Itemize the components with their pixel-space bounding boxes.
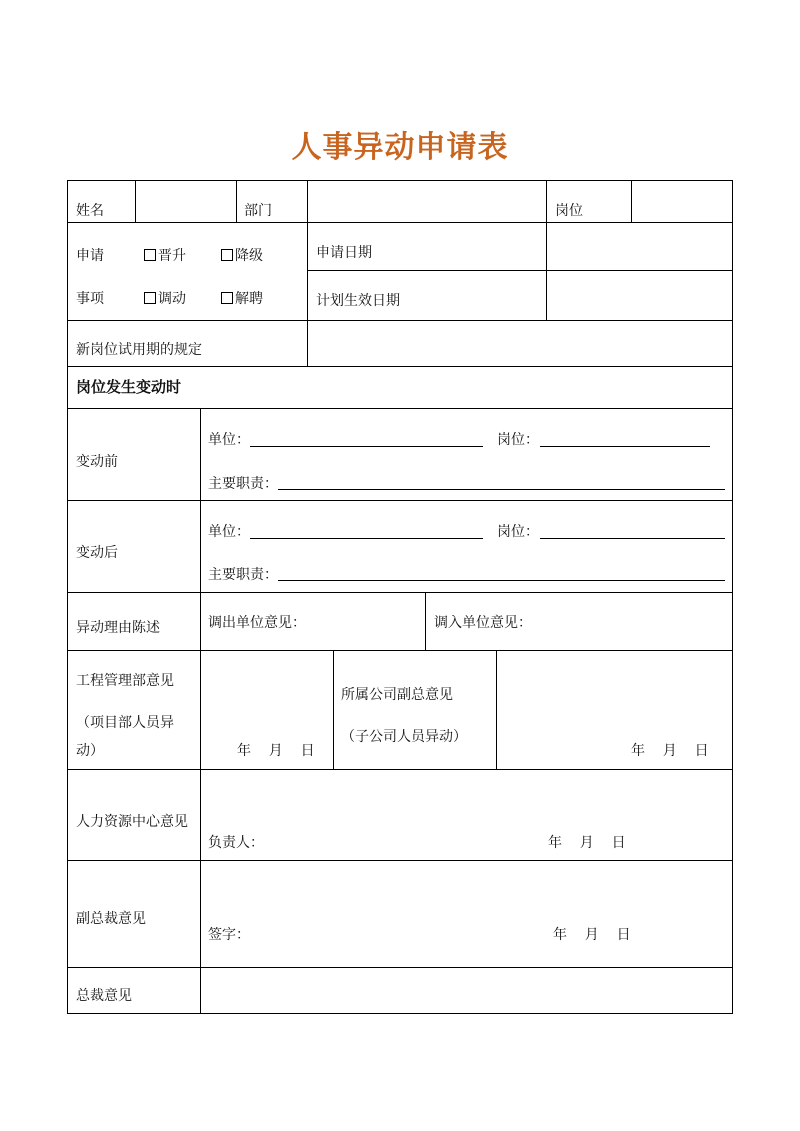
position-label: 岗位 [555, 203, 583, 219]
option-demotion[interactable]: 降级 [221, 249, 263, 263]
after-duties-line[interactable] [278, 580, 725, 581]
before-unit-line[interactable] [250, 446, 483, 447]
engineering-label-1: 工程管理部意见 [76, 673, 174, 689]
effective-date-label: 计划生效日期 [316, 293, 400, 309]
after-post-label: 岗位： [497, 524, 539, 540]
engineering-label-3: 动） [76, 743, 104, 759]
section-title: 岗位发生变动时 [76, 378, 182, 396]
vp-date: 年 月 日 [553, 927, 631, 943]
effective-date-field[interactable] [548, 272, 730, 318]
president-opinion-field[interactable] [202, 969, 730, 1011]
president-label: 总裁意见 [76, 988, 132, 1004]
subsidiary-label-1: 所属公司副总意见 [341, 687, 453, 703]
probation-label: 新岗位试用期的规定 [76, 342, 202, 358]
option-transfer[interactable]: 调动 [144, 292, 186, 306]
option-dismissal[interactable]: 解聘 [221, 292, 263, 306]
vp-signer-label: 签字： [208, 927, 250, 943]
vp-label: 副总裁意见 [76, 911, 146, 927]
option-promotion[interactable]: 晋升 [144, 249, 186, 263]
apply-date-label: 申请日期 [316, 245, 372, 261]
after-unit-label: 单位： [208, 524, 250, 540]
dept-label: 部门 [244, 203, 272, 219]
after-duties-label: 主要职责： [208, 567, 278, 583]
before-label: 变动前 [76, 454, 118, 470]
name-label: 姓名 [76, 203, 104, 219]
engineering-label-2: （项目部人员异 [76, 715, 174, 731]
after-unit-line[interactable] [250, 538, 483, 539]
after-label: 变动后 [76, 545, 118, 561]
checkbox-icon[interactable] [144, 292, 156, 304]
checkbox-icon[interactable] [221, 292, 233, 304]
hr-label: 人力资源中心意见 [76, 814, 188, 830]
apply-date-field[interactable] [548, 224, 730, 268]
dept-field[interactable] [309, 182, 544, 220]
out-unit-opinion-label: 调出单位意见： [208, 615, 306, 631]
before-duties-line[interactable] [278, 489, 725, 490]
position-field[interactable] [633, 182, 730, 220]
probation-field[interactable] [309, 322, 730, 364]
subsidiary-date: 年 月 日 [631, 743, 709, 759]
apply-matter-label-1: 申请 [76, 248, 104, 264]
subsidiary-label-2: （子公司人员异动） [341, 729, 467, 745]
before-duties-label: 主要职责： [208, 476, 278, 492]
engineering-date: 年 月 日 [237, 743, 315, 759]
form-title: 人事异动申请表 [291, 130, 509, 165]
before-post-line[interactable] [540, 446, 710, 447]
reason-label: 异动理由陈述 [76, 620, 160, 636]
apply-matter-label-2: 事项 [76, 291, 104, 307]
hr-date: 年 月 日 [548, 835, 626, 851]
after-post-line[interactable] [540, 538, 725, 539]
checkbox-icon[interactable] [144, 249, 156, 261]
before-unit-label: 单位： [208, 432, 250, 448]
name-field[interactable] [137, 182, 234, 220]
checkbox-icon[interactable] [221, 249, 233, 261]
before-post-label: 岗位： [497, 432, 539, 448]
in-unit-opinion-label: 调入单位意见： [434, 615, 532, 631]
hr-signer-label: 负责人： [208, 835, 264, 851]
